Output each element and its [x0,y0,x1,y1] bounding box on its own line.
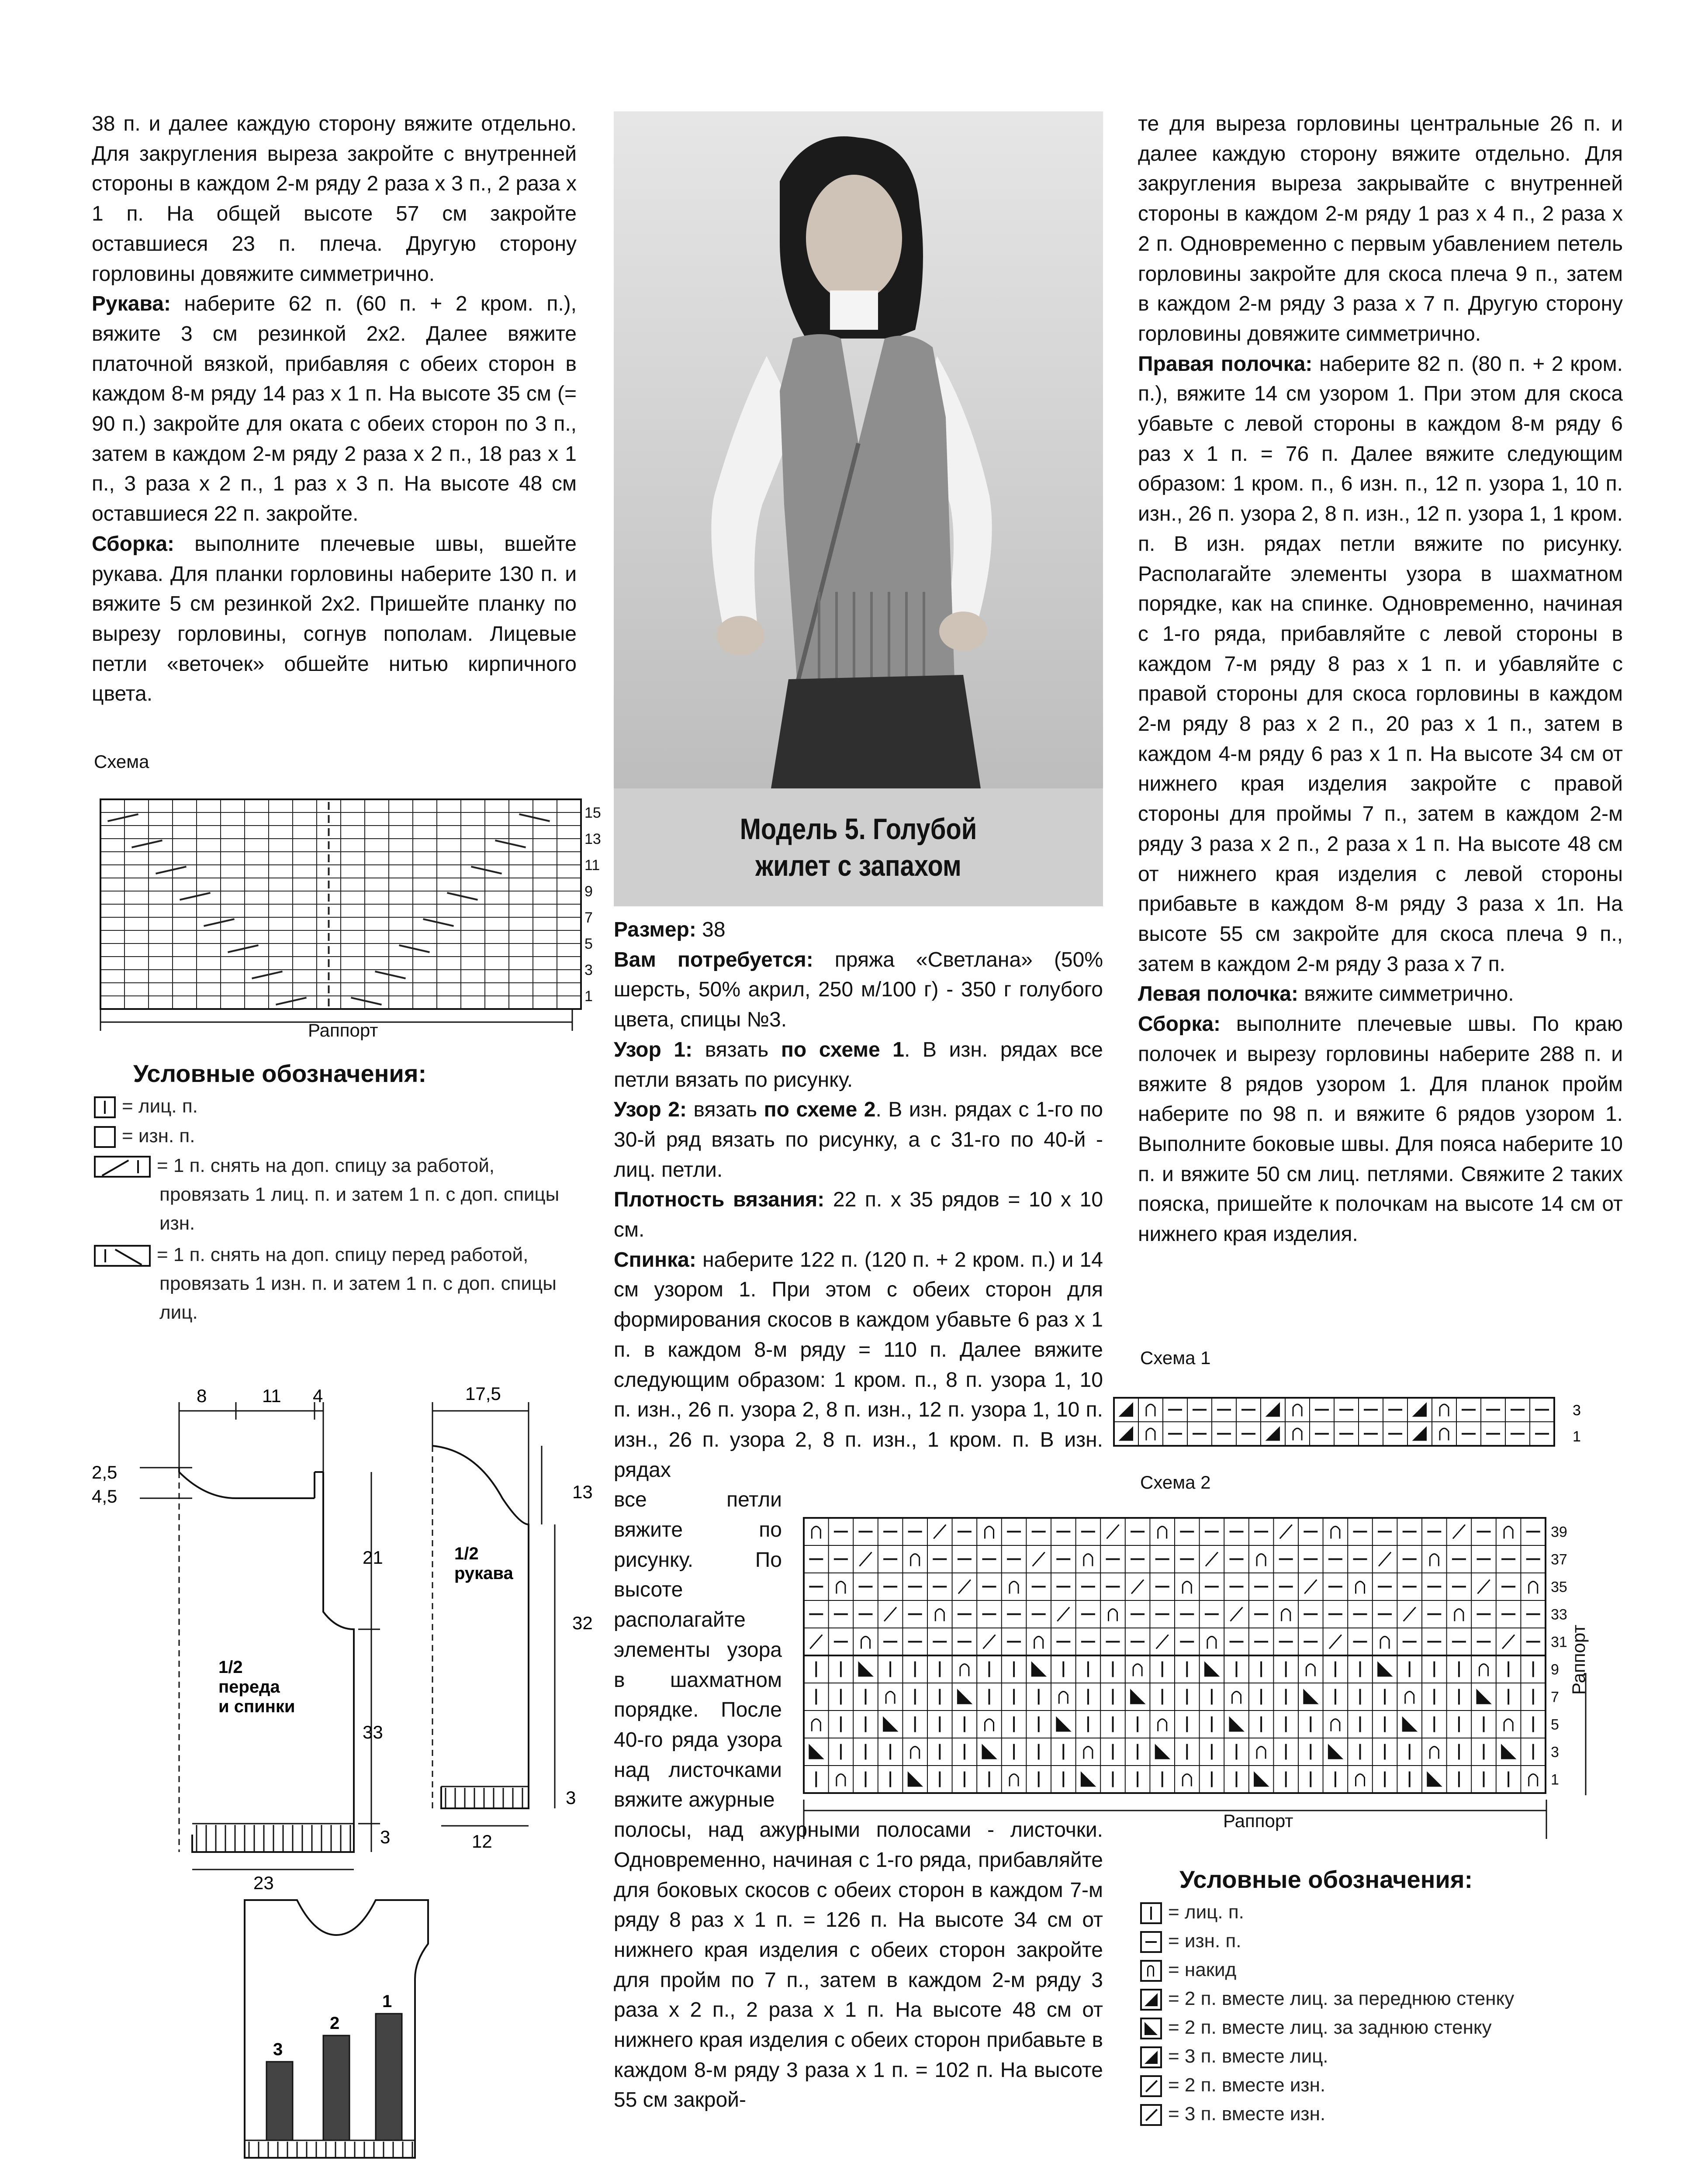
svg-text:9: 9 [1551,1661,1559,1678]
purl-stitch-icon [94,1126,116,1148]
dim-4-5: 4,5 [92,1486,118,1507]
legend-right-item: = накид [1140,1956,1643,1984]
legend-left-item-cross-back: = 1 п. снять на доп. спицу за работой, провязать 1 лиц. п. и затем 1 п. с доп. спицы изн. [94,1151,588,1238]
bar-1 [376,2014,402,2140]
legend-right-item: = 2 п. вместе изн. [1140,2071,1643,2100]
svg-text:7: 7 [584,909,593,926]
svg-text:переда: переда [218,1677,280,1697]
pattern-sleeve [406,1367,625,1852]
sleeve-dim-32: 32 [572,1613,593,1633]
k2tog-front-icon [1140,1989,1162,2011]
right-front-paragraph: Правая полочка: наберите 82 п. (80 п. + 2 кром. п.), вяжите 14 см узором 1. При этом для скоса убавьте с левой стороны в каждом 8-м ряду 6 раз х 1 п. = 76 п. Далее вяжите следующим образом: 1 кром. п., 6 изн. п., 12 п. узора 1, 10 п. изн., 26 п. узора 2, 8 п. изн., 12 п. узора 1, 1 кром. п. В изн. рядах петли вяжите по рисунку. Располагайте элементы узора в шахматном порядке, как на спинке. Одновременно, начиная с 1-го ряда, прибавляйте с левой стороны в каждом 7-м ряду 8 раз х 1 п. и убавляйте с правой стороны для скоса горловины в каждом 2-м ряду 8 раз х 2 п., 20 раз х 1 п., затем в каждом 4-м ряду 6 раз х 1 п. На высоте 34 см от нижнего края изделия закройте с правой стороны для проймы 7 п., затем в каждом 2-м ряду 3 раза х 2 п., 2 раза х 1 п. На высоте 48 см от нижнего края изделия с левой стороны прибавьте в каждом 8-м ряду 3 раза х 1п. На высоте 55 см закройте для скоса плеча 9 п., затем в каждом 2-м ряду 3 раза х 7 п. [1138,352,1623,976]
bar-3 [266,2062,293,2140]
dim-3: 3 [380,1827,391,1847]
assembly-paragraph: Сборка: выполните плечевые швы. По краю полочек и вырезу горловины наберите 288 п. и вяжите 8 рядов узором 1. Для планок пройм наберите по 98 п. и вяжите 6 рядов узором 1. Выполните боковые швы. Для пояса наберите 10 п. и вяжите 50 см лиц. петлями. Свяжите 2 таких пояска, пришейте к полочкам на высоте 14 см от нижнего края изделия. [1138,1013,1623,1246]
schema-1-chart [1110,1393,1599,1450]
bar-2 [323,2035,349,2140]
svg-text:1: 1 [382,1992,392,2011]
dim-2-5: 2,5 [92,1462,118,1482]
dim-23: 23 [253,1873,274,1893]
svg-text:15: 15 [584,805,601,821]
sleeve-dim-13: 13 [572,1482,593,1502]
knit-stitch-icon [1140,1902,1162,1924]
svg-text:5: 5 [584,936,593,952]
model-caption: Модель 5. Голубой жилет с запахом [614,788,1103,906]
svg-text:13: 13 [584,831,601,847]
svg-text:3: 3 [1551,1744,1559,1761]
schema-1-title: Схема 1 [1140,1348,1211,1368]
legend-left-item-knit: = лиц. п. [94,1092,588,1121]
purl-stitch-icon [1140,1931,1162,1953]
sleeve-dim-12: 12 [472,1831,492,1852]
svg-text:3: 3 [273,2040,283,2059]
dim-21: 21 [363,1547,383,1568]
svg-text:1: 1 [1573,1428,1581,1445]
schema-2-title: Схема 2 [1140,1472,1211,1493]
dim-33: 33 [363,1722,383,1742]
svg-text:3: 3 [584,962,593,978]
schema-2-repeat-bottom: Раппорт [1223,1811,1293,1831]
pattern2-line: Узор 2: вязать по схеме 2. В изн. рядах с 1-го по 30-й ряд вязать по рисунку, а с 31-го по 40-й - лиц. петли. [614,1098,1103,1182]
cross-back-icon [94,1156,151,1178]
paragraph-assembly [92,529,577,709]
vest-diagram [227,1891,489,2171]
yarn-over-icon [1140,1960,1162,1982]
column-right [1138,109,1623,1250]
density-line: Плотность вязания: 22 п. х 35 рядов = 10 х 10 см. [614,1188,1103,1242]
left-front-paragraph: Левая полочка: вяжите симметрично. [1138,982,1514,1006]
neckline-paragraph: те для выреза горловины центральные 26 п. и далее каждую сторону вяжите отдельно. Для закругления выреза закрывайте с внутренней стороны в каждом 2-м ряду 1 раз х 4 п., 2 раза х 2 п. Одновременно с первым убавлением петель горловины закройте для скоса плеча 9 п., затем в каждом 2-м ряду 3 раза х 7 п. Другую сторону горловины довяжите симметрично. [1138,112,1623,346]
svg-text:31: 31 [1551,1634,1567,1651]
svg-text:5: 5 [1551,1716,1559,1733]
svg-text:2: 2 [330,2014,340,2033]
svg-text:3: 3 [1573,1402,1581,1419]
materials-line: Вам потребуется: пряжа «Светлана» (50% шерсть, 50% акрил, 250 м/100 г) - 350 г голубого цвета, спицы №3. [614,948,1103,1032]
sleeve-dim-top: 17,5 [465,1383,501,1404]
schema-2-chart [795,1511,1608,1852]
svg-text:7: 7 [1551,1689,1559,1706]
svg-text:11: 11 [584,857,600,874]
svg-text:37: 37 [1551,1551,1567,1568]
paragraph-neckline: 38 п. и далее каждую сторону вяжите отдельно. Для закругления выреза закройте с внутренней стороны в каждом 2-м ряду 2 раза х 3 п., 2 раза х 1 п. На общей высоте 57 см закройте оставшиеся 23 п. плеча. Другую сторону горловины довяжите симметрично. [92,112,577,286]
schema-title: Схема [94,751,149,772]
cross-front-icon [94,1245,151,1267]
svg-text:1: 1 [1551,1771,1559,1788]
p3tog-icon [1140,2104,1162,2126]
size-line: Размер: 38 [614,918,726,941]
model-photo [614,111,1103,788]
schema-2-repeat-side: Раппорт [1568,1624,1589,1695]
text-sleeves: наберите 62 п. (60 п. + 2 кром. п.), вяжите 3 см резинкой 2х2. Далее вяжите платочной вязкой, прибавляя с обеих сторон в каждом 8-м ряду 14 раз х 1 п. На высоте 35 см (= 90 п.) закройте для оката с обеих сторон по 3 п., затем в каждом 2-м ряду 2 раза х 2 п., 18 раз х 1 п., 3 раза х 2 п., 1 раз х 3 п. На высоте 48 см оставшиеся 22 п. закройте. [92,292,577,526]
dim-11: 11 [262,1386,281,1406]
svg-text:1: 1 [584,988,593,1005]
svg-text:рукава: рукава [454,1564,513,1583]
column-left [92,109,577,709]
back-paragraph: Спинка: наберите 122 п. (120 п. + 2 кром. п.) и 14 см узором 1. При этом с обеих сторон для формирования скосов в каждом убавьте 6 раз х 1 п. в каждом 8-м ряду = 110 п. Далее вяжите следующим образом: 1 кром. п., 8 п. узора 1, 10 п. изн., 26 п. узора 2, 8 п. изн., 12 п. узора 1, 10 п. изн., 26 п. узора 2, 8 п. изн., 1 кром. п. В изн. рядах [614,1248,1103,1482]
legend-right-item: = 2 п. вместе лиц. за заднюю стенку [1140,2013,1643,2042]
legend-left-item-purl: = изн. п. [94,1122,588,1151]
pattern-front-back [92,1367,424,1893]
text-assembly: выполните плечевые швы, вшейте рукава. Для планки горловины наберите 130 п. и вяжите 5 см резинкой 2х2. Пришейте планку по вырезу горловины, согнув пополам. Лицевые петли «веточек» обшейте нитью кирпичного цвета. [92,532,577,706]
back-paragraph-rest: полосы, над ажурными полосами - листочки. Одновременно, начиная с 1-го ряда, прибавляйте для боковых скосов с обеих сторон в каждом 7-м ряду 8 раз х 1 п. = 126 п. На высоте 34 см от нижнего края изделия с обеих сторон закройте для пройм по 7 п., затем в каждом 2-м ряду 3 раза х 2 п., 2 раза х 1 п. На высоте 48 см от нижнего края изделия с обеих сторон прибавьте в каждом 8-м ряду 3 раза х 1 п. = 102 п. На высоте 55 см закрой- [614,1818,1103,2112]
legend-right-item: = изн. п. [1140,1927,1643,1956]
dim-8: 8 [197,1386,207,1406]
legend-left-item-cross-front: = 1 п. снять на доп. спицу перед работой, провязать 1 изн. п. и затем 1 п. с доп. спицы лиц. [94,1241,588,1327]
sleeve-dim-3: 3 [566,1787,576,1808]
svg-text:35: 35 [1551,1579,1567,1596]
svg-text:и спинки: и спинки [218,1697,295,1716]
legend-right-list [1140,1898,1643,2129]
pattern1-line: Узор 1: вязать по схеме 1. В изн. рядах все петли вязать по рисунку. [614,1038,1103,1092]
label-assembly: Сборка: [92,532,175,556]
svg-text:1/2: 1/2 [454,1544,479,1563]
paragraph-sleeves [92,289,577,529]
svg-text:1/2: 1/2 [218,1658,243,1677]
dim-4: 4 [313,1386,323,1406]
svg-text:39: 39 [1551,1524,1567,1541]
svg-text:9: 9 [584,883,593,900]
schema-chart [92,795,616,1040]
legend-right-item: = 3 п. вместе лиц. [1140,2042,1643,2071]
knit-stitch-icon [94,1096,116,1118]
p2tog-icon [1140,2075,1162,2097]
legend-right-item: = 2 п. вместе лиц. за переднюю стенку [1140,1984,1643,2013]
label-sleeves: Рукава: [92,292,171,316]
svg-text:33: 33 [1551,1606,1567,1623]
legend-left-title: Условные обозначения: [133,1060,427,1087]
schema-repeat-label: Раппорт [308,1020,378,1040]
back-paragraph-narrow: все петли вяжите по рисунку. По высоте располагайте элементы узора в шахматном порядке. После 40-го ряда узора над листочками вяжите ажурные [614,1488,782,1812]
k2tog-back-icon [1140,2018,1162,2039]
legend-right-item: = лиц. п. [1140,1898,1643,1927]
k3tog-icon [1140,2046,1162,2068]
legend-right-item: = 3 п. вместе изн. [1140,2100,1643,2129]
legend-right-title: Условные обозначения: [1179,1866,1473,1893]
